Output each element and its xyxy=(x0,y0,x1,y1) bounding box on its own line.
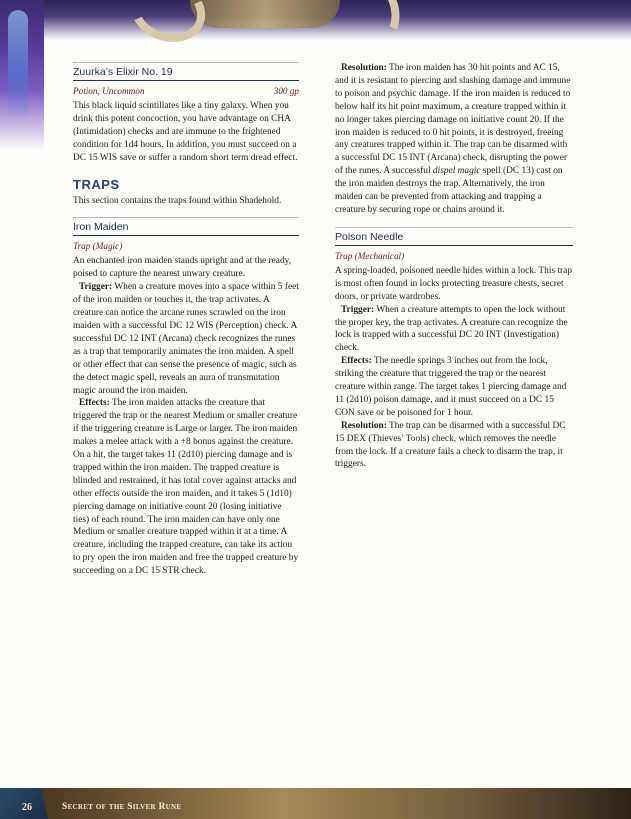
effects-label: Effects: xyxy=(341,356,372,367)
helmet-art xyxy=(190,0,340,28)
resolution-label: Resolution: xyxy=(341,63,387,73)
iron-maiden-type-row xyxy=(73,240,299,252)
traps-intro: This section contains the traps found within Shadehold. xyxy=(73,195,282,206)
iron-maiden-resolution xyxy=(335,62,573,217)
iron-maiden-effects-text: The iron maiden attacks the creature that triggered the trap or the nearest Medium or smaller creature if the triggering creature is Large or larger. The iron maiden makes a melee attack with a +8 bonus against the creature. On a hit, the target takes 11 (2d10) piercing damage and is trapped within the iron maiden. The trapped creature is blinded and restrained, it has total cover against attacks and other effects outside the iron maiden, and it takes 5 (1d10) piercing damage on initiative count 20 (losing initiative ties) of each round. The iron maiden can have only one Medium or smaller creature trapped within it at a time. A creature, including the trapped creature, can take its action to pry open the iron maiden and free the trapped creature by succeeding on a DC 15 STR check. xyxy=(73,398,299,577)
iron-maiden-description: An enchanted iron maiden stands upright and at the ready, poised to capture the nearest unwary creature. xyxy=(73,256,292,280)
iron-maiden-resolution-text-a: The iron maiden has 30 hit points and AC 15, and it is resistant to piercing and slashing damage and immune to poison and psychic damage. If the iron maiden is reduced to below half its hit point maximum, a creature trapped within it no longer takes piercing damage on initiative count 20. If the iron maiden is reduced to 0 hit points, it is destroyed, freeing any creatures trapped within it. The trap can be disarmed with a successful DC 15 INT (Arcana) check, disrupting the power of the runes. A successful xyxy=(335,63,571,177)
elixir-title: Zuurka’s Elixir No. 19 xyxy=(73,62,299,81)
iron-maiden-trigger-text: When a creature moves into a space within 5 feet of the iron maiden or touches it, the trap activates. A creature can notice the arcane runes scrawled on the iron maiden with a successful DC 12 WIS (Perception) check. A successful DC 12 INT (Arcana) check recognizes the runes as a trap that temporarily animates the iron maiden. A spell or other effect that can sense the presence of magic, such as the detect magic spell, reveals an aura of transmutation magic around the iron maiden. xyxy=(73,282,299,396)
header-artwork xyxy=(0,0,631,60)
dispel-magic-spell: dispel magic xyxy=(432,166,481,177)
poison-needle-title: Poison Needle xyxy=(335,227,573,246)
poison-needle-effects-text: The needle springs 3 inches out from the lock, striking the creature that triggered the trap or the nearest creature within range. The target takes 1 piercing damage and 11 (2d10) poison damage, and it must succeed on a DC 15 CON save or be poisoned for 1 hour. xyxy=(335,356,567,418)
poison-needle-trigger xyxy=(335,304,573,356)
poison-needle-resolution-text: The trap can be disarmed with a successful DC 15 DEX (Thieves’ Tools) check, which removes the needle from the lock. If a creature fails a check to disarm the trap, it triggers. xyxy=(335,420,566,470)
right-column xyxy=(335,62,573,471)
iron-maiden-resolution-text-b: spell (DC 13) cast on the iron maiden destroys the trap. Alternatively, the iron maiden can be prevented from attacking and trapping a creature by securing rope or chains around it. xyxy=(335,166,563,215)
iron-maiden-effects xyxy=(73,397,299,578)
resolution-label: Resolution: xyxy=(341,420,387,431)
poison-needle-trigger-text: When a creature attempts to open the lock without the proper key, the trap activates. A creature can recognize the lock is trapped with a successful DC 20 INT (Investigation) check. xyxy=(335,304,568,354)
poison-needle-type: Trap (Mechanical) xyxy=(335,250,405,261)
elixir-meta xyxy=(73,85,299,97)
poison-needle-description: A spring-loaded, poisoned needle hides within a lock. This trap is most often found in locks protecting treasure chests, secret doors, or private wardrobes. xyxy=(335,265,573,302)
page-footer xyxy=(0,788,631,819)
poison-needle-effects xyxy=(335,355,573,420)
iron-maiden-trigger xyxy=(73,281,299,397)
elixir-description: This black liquid scintillates like a tiny galaxy. When you drink this potent concoction, you have advantage on CHA (Intimidation) checks and are immune to the frightened condition for 1d4 hours. In addition, you must succeed on a DC 15 WIS save or suffer a random short term dread effect. xyxy=(73,101,298,163)
side-artwork xyxy=(0,0,44,150)
poison-needle-resolution xyxy=(335,420,573,472)
traps-heading: TRAPS xyxy=(73,176,120,192)
page-number: 26 xyxy=(22,802,32,813)
trigger-label: Trigger: xyxy=(79,282,113,293)
left-column xyxy=(73,62,299,578)
effects-label: Effects: xyxy=(79,398,110,409)
book-title: Secret of the Silver Rune xyxy=(62,802,182,812)
trigger-label: Trigger: xyxy=(341,304,375,315)
iron-maiden-title: Iron Maiden xyxy=(73,217,299,236)
poison-needle-type-row xyxy=(335,250,573,262)
iron-maiden-type: Trap (Magic) xyxy=(73,241,123,252)
elixir-price: 300 gp xyxy=(273,86,299,96)
elixir-type: Potion, Uncommon xyxy=(73,86,145,96)
